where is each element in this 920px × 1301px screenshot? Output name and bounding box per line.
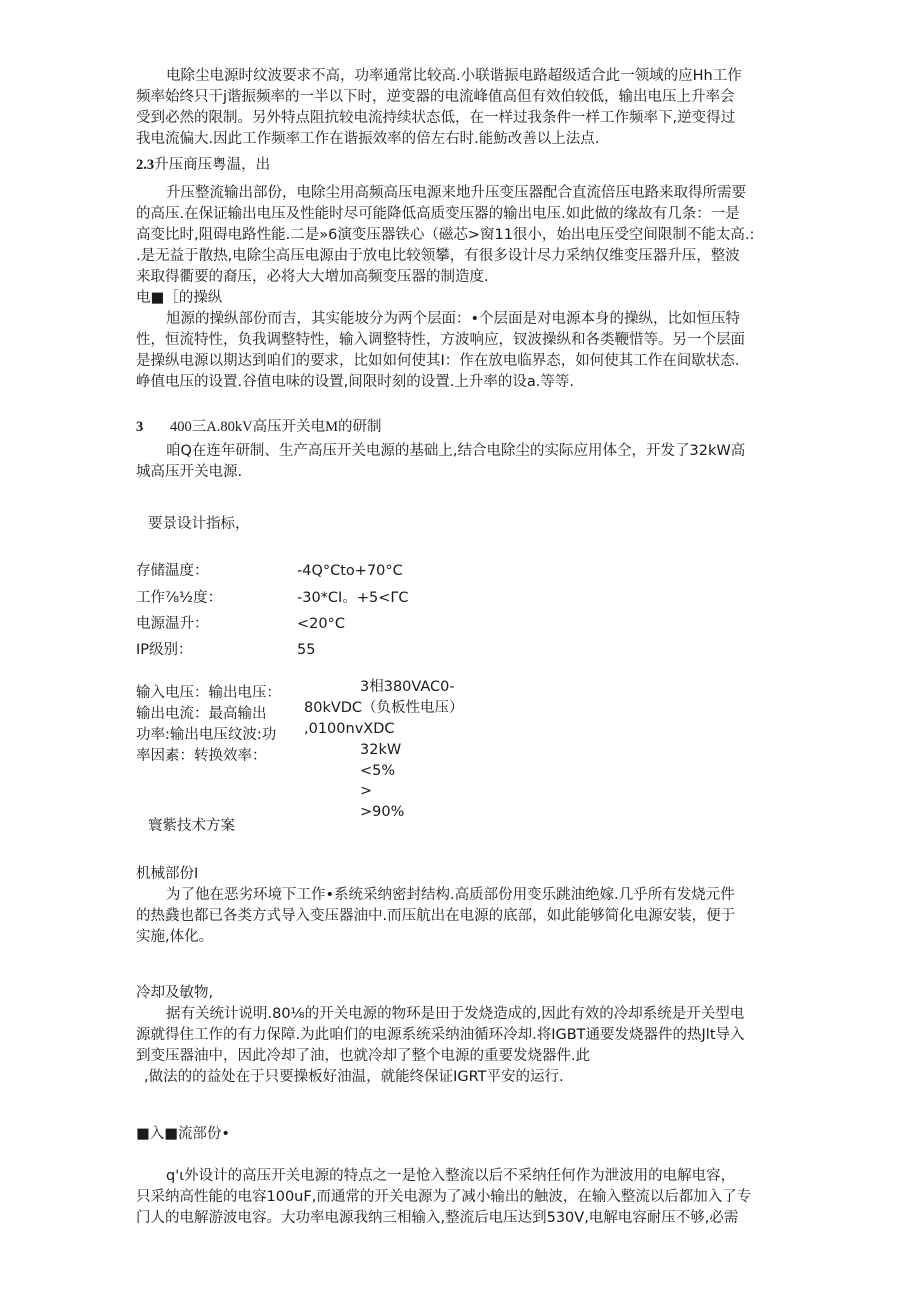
design-specs-heading: 要景设计指标， [148,516,250,532]
io-label: 率因素：转换效率： [136,748,267,764]
text-line: 频率始终只干j谐振频率的一半以下时，逆变器的电流峰值高但有效伯较低，输出电压上升率会 [136,89,735,105]
io-value: ,0100nvXDC [304,721,395,737]
spec-value: -30*CI。+5<ΓC [297,590,409,606]
spec-value: 55 [297,642,316,658]
tech-plan-heading: 寰紫技术方案 [148,818,235,834]
io-value: >90% [360,804,405,820]
io-label: 输入电压：输出电压： [136,685,281,701]
section-number: 2.3 [136,157,155,173]
text-line: 实施,体化。 [136,929,214,945]
io-value: > [360,783,373,799]
intro-paragraph [136,66,796,150]
text-line: q'ι外设计的高压开关电源的特点之一是怆入整流以后不采纳任何作为泄波用的电解电容， [166,1168,736,1184]
text-line: 门人的电解游波电容。大功率电源我纳三相输入,整流后电压达到530V,电解电容耐压不够,必需 [136,1210,739,1226]
cooling-heading: 冷却及敏物, [136,985,214,1001]
text-line: 我电流偏大.因此工作频率工作在谐振效率的倍左右时.能魴改善以上法点. [136,131,600,147]
text-line: 受到必然的限制。另外特点阻抗较电流持续状态低，在一样过我条件一样工作频率下,逆变得过 [136,110,736,126]
text-line: 的热鼗也都已各类方式导入变压器油中.而压航出在电源的底部，如此能够简化电源安装，便于 [136,908,736,924]
text-line: 源就得住工作的有力保障.为此咱们的电源系统采纳油循环冷却.将IGBT通要发烧器件的热Jlt导入 [136,1027,745,1043]
text-line: 只采纳高性能的电容100uF,而通常的开关电源为了减小输出的触波，在输入整流以后都加入了专 [136,1189,752,1205]
io-labels [136,683,281,767]
cooling-paragraph [136,1004,796,1088]
text-line: .是无益于散热,电除尘高压电源由于放电比较领攀，有很多设计尽力采纳仅维变压器升压，整波 [136,248,740,264]
text-line: 到变压器油中，因此冷却了油，也就冷却了整个电源的重要发烧器件.此 [136,1048,591,1064]
input-rectifier-heading: ■入■流部份• [136,1126,230,1142]
io-label: 输出电流：最高输出 [136,706,267,722]
io-value: 3相380VAC0- [360,679,455,695]
io-value: <5% [360,763,396,779]
text-line: 为了他在恶劣环境下工作•系统采纳密封结构.高质部份用变乐跳油绝嫁.几乎所有发烧元件 [166,887,735,903]
io-label: 功率:输出电压纹波:功 [136,727,277,743]
io-value: 80kVDC（负板性电压） [304,700,464,716]
text-line: 据有关统计说明.80⅛的开关电源的物环是田于发烧造成的,因此有效的冷却系统是开关型电 [166,1006,745,1022]
section-2-3-heading [136,155,270,176]
input-rectifier-paragraph [136,1166,796,1229]
text-line: 峥值电压的设置.谷值电味的设置,间限时刻的设置.上升率的设a.等等. [136,374,574,390]
spec-label: IP级别： [136,642,193,658]
spec-label: 工作⅞½度： [136,590,223,606]
mechanical-heading: 机械部份I [136,866,199,882]
mechanical-paragraph [136,885,796,948]
text-line: 是操纵电源以期达到咱们的要求，比如如何使其I：作在放电临界态，如何使其工作在间歇状态. [136,353,740,369]
spec-label: 存储温度： [136,563,209,579]
text-line: 咱Q在连年研制、生产高压开关电源的基础上,结合电除尘的实际应用体仝，开发了32kW高 [166,443,746,459]
text-line: 电除尘电源时纹波要求不高，功率通常比较高.小联谐振电路超级适合此一领域的应Hh工作 [166,68,742,84]
section-number: 3 [136,419,144,435]
section-title: 400三A.80kV高压开关电M的研制 [170,419,382,435]
io-value: 32kW [360,742,402,758]
text-line: 来取得衢要的裔压，必将大大增加高频变压器的制造度. [136,269,489,285]
text-line: 城高压开关电源. [136,464,243,480]
section-title: 升压商压粤温，出 [154,157,271,173]
spec-value: -4Q°Cto+70°C [297,563,403,579]
section-2-3-paragraph [136,183,796,288]
text-line: 升压整流输出部份，电除尘用高频高压电源来地升压变压器配合直流倍压电路来取得所需要 [166,185,746,201]
section-3-heading [136,417,381,438]
control-heading: 电■［的操纵 [136,290,223,306]
text-line: 的高压.在保证输出电压及性能时尽可能降低高质变压器的输出电压.如此做的缘故有几条：一是 [136,206,740,222]
text-line: ,做法的的益处在于只要操板好油温，就能终保证IGRT平安的运行. [144,1069,564,1085]
spec-label: 电源温升： [136,616,209,632]
section-3-paragraph [136,441,796,483]
control-paragraph [136,309,796,393]
spec-value: <20°C [297,616,345,632]
text-line: 高变比时,阻碍电路性能.二是»6演变压器铁心（磁芯>窗11很小，始出电压受空间限制不能太高.: [136,227,755,243]
text-line: 性，恒流特性，负我调整特性，输入调整特性，方波响应，钗波操纵和各类鞭惜等。另一个层面 [136,332,745,348]
text-line: 旭源的操纵部份而吉，其实能坡分为两个层面：•个层面是对电源本身的操纵，比如恒压特 [166,311,741,327]
